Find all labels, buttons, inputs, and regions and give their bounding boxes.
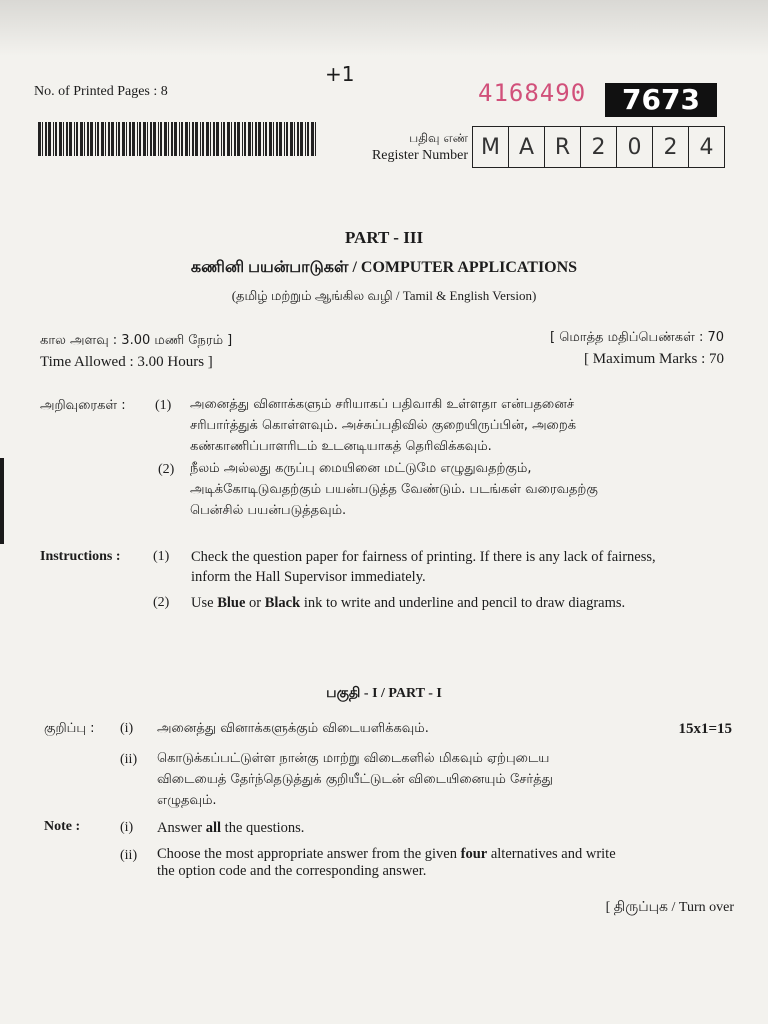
barcode-bar [255,122,257,156]
barcode-bar [269,122,272,156]
register-digit-box: A [509,127,545,167]
item-number: (2) [153,595,170,610]
time-allowed-tamil: கால அளவு : 3.00 மணி நேரம் ] [40,333,233,348]
barcode-bar [118,122,120,156]
barcode-bar [231,122,232,156]
bold-word: Blue [217,595,246,611]
barcode-bar [111,122,114,156]
barcode-bar [185,122,188,156]
barcode-bar [265,122,267,156]
register-digit-box: 2 [653,127,689,167]
barcode-bar [305,122,306,156]
register-digit-box: 4 [699,134,714,160]
stamped-number: 4168490 [478,79,587,107]
bold-word: Black [264,595,301,611]
barcode-bar [45,122,47,156]
barcode-bar [108,122,110,156]
barcode-bar [63,122,64,156]
register-label [340,130,468,164]
barcode-bar [174,122,177,156]
barcode-bar [181,122,183,156]
barcode-bar [69,122,72,156]
register-digit-box: R [545,127,581,167]
note-tamil-label: குறிப்பு : [44,721,95,736]
subject-title: கணினி பயன்பாடுகள் / COMPUTER APPLICATIONS [190,259,578,276]
instructions-label: Instructions : [40,549,121,564]
barcode-bar [116,122,117,156]
barcode-bar [164,122,167,156]
text-span: or [245,595,265,611]
item-number: (2) [158,462,175,477]
text-line: விடையைத் தேர்ந்தெடுத்துக் குறியீட்டுடன் விடையினையும் சேர்த்து [157,772,553,787]
instruction-en-2 [191,593,625,613]
register-label-english: Register Number [371,148,468,163]
part-title: PART - III [344,228,424,247]
barcode-bar [143,122,146,156]
register-digit-box: 0 [617,127,653,167]
barcode-bar [315,122,316,156]
barcode-bar [97,122,99,156]
note-en-2 [157,846,616,880]
text-line: பென்சில் பயன்படுத்தவும். [190,503,347,518]
paper-code: 7673 [605,83,717,117]
barcode [38,122,320,156]
barcode-bar [213,122,215,156]
instruction-en-1 [191,547,656,587]
barcode-bar [55,122,57,156]
barcode-bar [273,122,274,156]
register-digit-box: M [473,127,509,167]
text-line: சரிபார்த்துக் கொள்ளவும். அச்சுப்பதிவில் குறையிருப்பின், அறைக் [190,418,577,433]
barcode-bar [84,122,85,156]
barcode-bar [276,122,278,156]
item-number: (1) [155,398,172,413]
part-one-heading: பகுதி - I / PART - I [326,686,442,701]
barcode-bar [53,122,54,156]
barcode-bar [95,122,96,156]
barcode-bar [237,122,240,156]
barcode-bar [150,122,152,156]
barcode-bar [294,122,295,156]
barcode-bar [76,122,78,156]
barcode-bar [279,122,282,156]
barcode-bar [227,122,230,156]
barcode-bar [210,122,211,156]
barcode-bar [74,122,75,156]
barcode-bar [286,122,288,156]
text-line: கண்காணிப்பாளரிடம் உடனடியாகத் தெரிவிக்கவும். [190,439,492,454]
barcode-bar [307,122,309,156]
bold-word: four [460,846,488,862]
scan-edge-mark [0,458,4,544]
instructions-tamil-label: அறிவுரைகள் : [40,398,126,413]
barcode-bar [80,122,83,156]
barcode-bar [48,122,51,156]
text-line: the option code and the corresponding answer. [157,863,427,879]
text-span: ink to write and underline and pencil to draw diagrams. [300,595,626,611]
time-allowed: Time Allowed : 3.00 Hours ] [40,354,213,370]
barcode-bar [223,122,225,156]
register-label-tamil: பதிவு எண் [409,131,468,145]
item-number: (ii) [120,752,138,767]
barcode-bar [206,122,209,156]
barcode-bar [153,122,156,156]
text-span: Use [191,595,218,611]
version-line: (தமிழ் மற்றும் ஆங்கில வழி / Tamil & English Version) [231,288,537,303]
barcode-bar [179,122,180,156]
instruction-ta-2 [190,458,598,521]
scan-shadow [0,0,768,56]
barcode-bar [59,122,62,156]
max-marks: [ Maximum Marks : 70 [584,351,724,367]
barcode-bar [158,122,159,156]
barcode-bar [242,122,243,156]
text-line: நீலம் அல்லது கருப்பு மையினை மட்டுமே எழுதுவதற்கும், [190,461,532,476]
instruction-ta-1 [190,394,576,457]
item-number: (i) [120,820,134,835]
barcode-bar [66,122,68,156]
note-ta-2 [157,748,553,811]
note-ta-1: அனைத்து வினாக்களுக்கும் விடையளிக்கவும். [157,721,429,736]
barcode-bar [200,122,201,156]
bold-word: all [205,820,222,836]
barcode-bar [258,122,261,156]
text-span: the questions. [221,820,305,836]
item-number: (ii) [120,848,138,863]
barcode-bar [221,122,222,156]
barcode-bar [160,122,162,156]
text-span: Choose the most appropriate answer from the given [157,846,461,862]
barcode-bar [189,122,190,156]
text-line: அனைத்து வினாக்களும் சரியாகப் பதிவாகி உள்ளதா என்பதனைச் [190,397,575,412]
barcode-bar [38,122,41,156]
barcode-bar [129,122,131,156]
barcode-bar [132,122,135,156]
text-span: alternatives and write [487,846,616,862]
barcode-bar [105,122,106,156]
marks-allocation: 15x1=15 [678,721,732,737]
barcode-bar [248,122,251,156]
barcode-bar [300,122,303,156]
text-line: inform the Hall Supervisor immediately. [191,569,426,585]
barcode-bar [195,122,198,156]
turn-over: [ திருப்புக / Turn over [605,900,734,915]
barcode-bar [290,122,293,156]
barcode-bar [90,122,93,156]
barcode-bar [137,122,138,156]
barcode-bar [216,122,219,156]
barcode-bar [202,122,204,156]
barcode-bar [234,122,236,156]
barcode-bar [101,122,104,156]
barcode-bar [87,122,89,156]
note-en-1 [157,818,304,838]
max-marks-tamil: [ மொத்த மதிப்பெண்கள் : 70 [550,330,724,345]
barcode-bar [171,122,173,156]
register-digit-box: 2 [581,127,617,167]
note-label: Note : [44,819,81,834]
text-line: அடிக்கோடிடுவதற்கும் பயன்படுத்த வேண்டும். படங்கள் வரைவதற்கு [190,482,598,497]
barcode-bar [139,122,141,156]
barcode-bar [311,122,314,156]
barcode-bar [147,122,148,156]
barcode-bar [297,122,299,156]
printed-pages: No. of Printed Pages : 8 [34,84,168,99]
barcode-bar [192,122,194,156]
text-line [157,846,616,863]
item-number: (1) [153,549,170,564]
barcode-bar [263,122,264,156]
barcode-bar [126,122,127,156]
barcode-bar [122,122,125,156]
text-line: எழுதவும். [157,793,217,808]
item-number: (i) [120,721,134,736]
barcode-bar [252,122,253,156]
barcode-bar [244,122,246,156]
barcode-bar [168,122,169,156]
handwritten-mark: +1 [325,62,355,86]
barcode-bar [42,122,43,156]
text-span: Answer [157,820,206,836]
text-line: கொடுக்கப்பட்டுள்ள நான்கு மாற்று விடைகளில் மிகவும் ஏற்புடைய [157,751,550,766]
register-number-boxes [472,126,725,168]
text-line: Check the question paper for fairness of printing. If there is any lack of fairness, [191,549,656,565]
barcode-bar [284,122,285,156]
